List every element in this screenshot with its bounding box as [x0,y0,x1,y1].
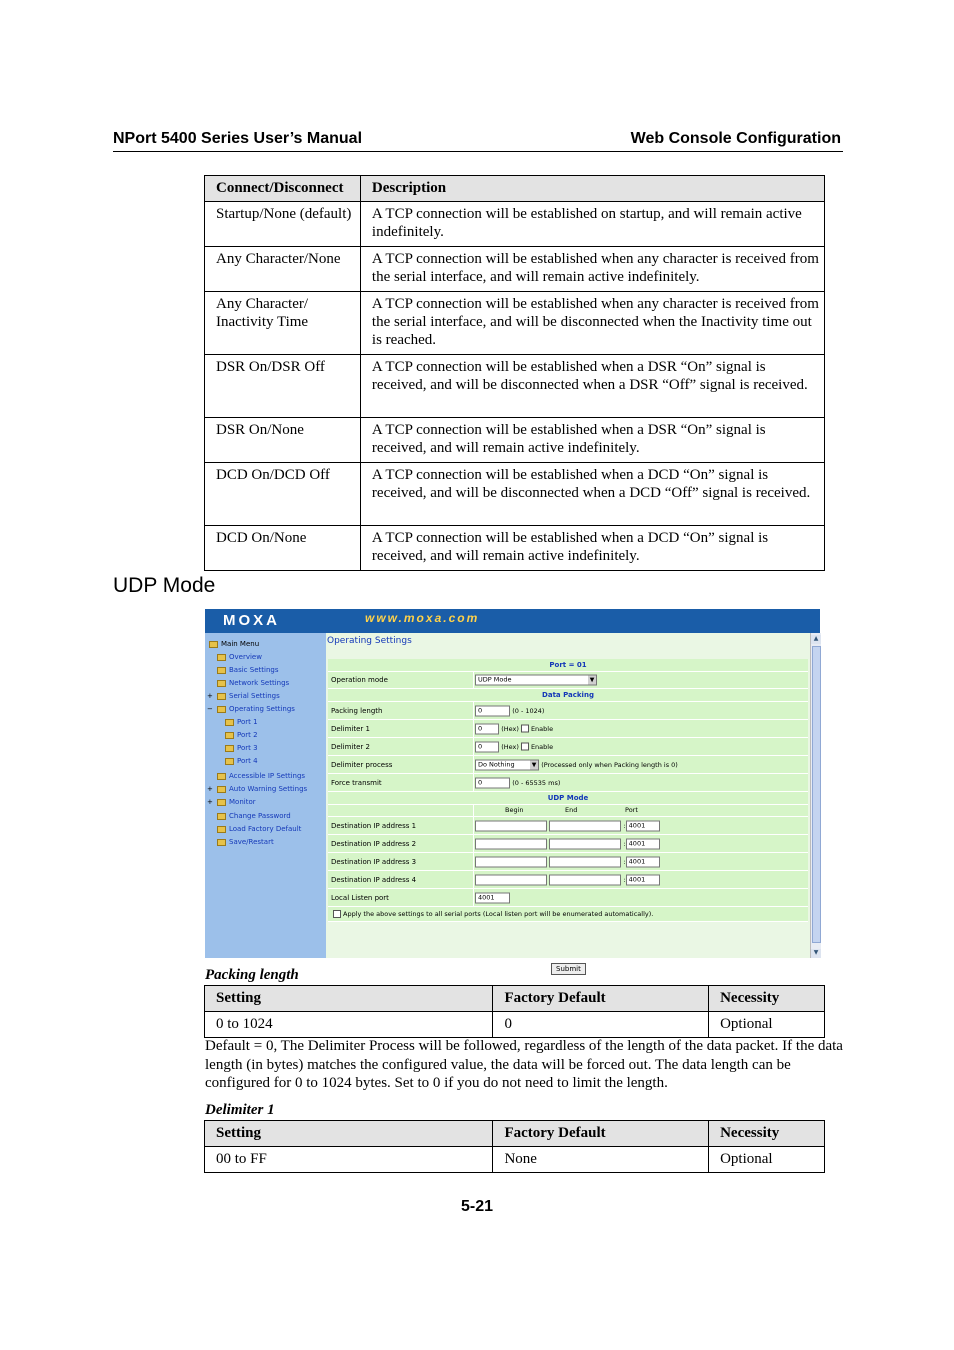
folder-icon [217,680,226,687]
field-label: Delimiter 2 [331,742,370,751]
table-header: Connect/Disconnect [205,176,361,202]
local-listen-row [328,889,808,907]
table-row [205,202,825,247]
apply-all-checkbox[interactable] [333,910,341,918]
operation-mode-select[interactable]: UDP Mode ▼ [475,675,597,686]
delimiter-process-select[interactable]: Do Nothing ▼ [475,759,539,770]
hint-text: (0 - 1024) [512,706,545,715]
hint-text: (Processed only when Packing length is 0) [541,760,678,769]
field-label: Destination IP address 4 [331,875,417,884]
checkbox-label: Enable [530,724,554,733]
table-cell: 0 [493,1012,709,1038]
folder-icon [225,745,234,752]
delimiter-1-row [328,720,808,738]
folder-icon [225,732,234,739]
field-label: Destination IP address 2 [331,839,417,848]
table-row [205,463,825,526]
hint-text: (0 - 65535 ms) [512,778,561,787]
submit-button[interactable]: Submit [551,963,586,975]
folder-icon [217,786,226,793]
sidebar-item-monitor[interactable]: Monitor [217,798,256,806]
chevron-down-icon: ▼ [589,676,595,684]
operation-mode-row [328,672,808,689]
table-header: Factory Default [493,986,709,1012]
table-header: Factory Default [493,1121,709,1147]
table-header: Setting [205,986,493,1012]
column-header-row [328,805,808,817]
field-label: Force transmit [331,778,382,787]
field-label: Operation mode [331,676,388,684]
delimiter-1-table [204,1120,825,1173]
table-header-row [205,176,825,202]
vertical-scrollbar[interactable] [810,633,821,958]
force-transmit-input[interactable]: 0 [475,777,510,788]
dest-ip-row: Destination IP address 4 : 4001 [328,871,808,889]
delimiter-2-row [328,738,808,756]
dest-port-input[interactable]: 4001 [626,820,660,831]
packing-length-description: Default = 0, The Delimiter Process will be followed, regardless of the length of the data packet. If the data length (in bytes) matches the configured value, the data will be forced out. The data length can be configured for 0 to 1024 bytes. Set to 0 if you do not need to limit the length. [205,1038,843,1091]
table-row [205,355,825,418]
table-row [205,526,825,571]
folder-icon [217,839,226,846]
packing-length-row [328,702,808,720]
table-row [205,292,825,355]
sidebar-item-overview[interactable]: Overview [217,653,262,661]
table-cell: A TCP connection will be established when a DSR “On” signal is received, and will be disconnected when a DSR “Off” signal is received. [360,355,824,418]
table-cell: A TCP connection will be established when a DCD “On” signal is received, and will remain active indefinitely. [360,526,824,571]
dest-ip-end-input[interactable] [549,820,621,831]
folder-icon [225,719,234,726]
table-cell: A TCP connection will be established when any character is received from the serial interface, and will be disconnected when the Inactivity time out is reached. [360,292,824,355]
hint-text: (Hex) [501,742,519,751]
table-cell: Optional [709,1147,825,1173]
sidebar-item-serial-settings[interactable]: Serial Settings [217,692,280,700]
table-cell: A TCP connection will be established on startup, and will remain active indefinitely. [360,202,824,247]
sidebar-item-basic-settings[interactable]: Basic Settings [217,666,278,674]
checkbox-label: Apply the above settings to all serial ports (Local listen port will be enumerated automatically). [343,910,654,918]
field-label: Delimiter 1 [331,724,370,733]
delimiter-2-input[interactable]: 0 [475,741,499,752]
table-cell: Startup/None (default) [205,202,361,247]
sidebar-item-main-menu[interactable]: Main Menu [209,640,259,648]
table-cell: DCD On/DCD Off [205,463,361,526]
udp-mode-label: UDP Mode [328,792,808,805]
table-cell: Any Character/ Inactivity Time [205,292,361,355]
banner-url: www.moxa.com [365,611,480,625]
folder-icon [225,758,234,765]
table-cell: 0 to 1024 [205,1012,493,1038]
table-cell: 00 to FF [205,1147,493,1173]
main-panel [326,633,810,973]
delimiter-1-caption: Delimiter 1 [205,1102,275,1118]
table-cell: DCD On/None [205,526,361,571]
dest-ip-end-input[interactable] [549,838,621,849]
folder-icon [217,773,226,780]
sidebar-item-port-1[interactable]: Port 1 [225,718,258,726]
sidebar-item-save-restart[interactable]: Save/Restart [217,838,274,846]
field-label: Local Listen port [331,893,389,902]
dest-ip-begin-input[interactable] [475,874,547,885]
port-label: Port = 01 [328,659,808,672]
sidebar-item-port-2[interactable]: Port 2 [225,731,258,739]
chapter-title: Web Console Configuration [630,130,841,147]
folder-icon [217,813,226,820]
collapse-icon[interactable]: − [207,705,213,713]
table-row [205,1147,825,1173]
folder-icon [217,654,226,661]
table-cell: A TCP connection will be established when a DSR “On” signal is received, and will remain active indefinitely. [360,418,824,463]
dest-ip-end-input[interactable] [549,856,621,867]
sidebar-item-load-factory-default[interactable]: Load Factory Default [217,825,301,833]
dest-ip-row: Destination IP address 3 : 4001 [328,853,808,871]
table-header: Setting [205,1121,493,1147]
table-cell: DSR On/DSR Off [205,355,361,418]
delimiter-1-input[interactable]: 0 [475,723,499,734]
dest-ip-begin-input[interactable] [475,820,547,831]
dest-port-input[interactable]: 4001 [626,856,660,867]
scrollbar-thumb[interactable] [812,646,821,943]
sidebar-item-port-4[interactable]: Port 4 [225,757,258,765]
dest-port-input[interactable]: 4001 [626,874,660,885]
field-label: Packing length [331,706,383,715]
col-port-label: Port [625,806,638,814]
delimiter-1-enable-checkbox[interactable] [521,725,529,733]
col-end-label: End [565,806,578,814]
checkbox-label: Enable [530,742,554,751]
table-cell: None [493,1147,709,1173]
folder-icon [209,641,218,648]
page-title: Operating Settings [327,636,412,646]
table-cell: Optional [709,1012,825,1038]
table-row [205,247,825,292]
manual-title: NPort 5400 Series User’s Manual [113,130,363,147]
sidebar-item-network-settings[interactable]: Network Settings [217,679,289,687]
field-label: Destination IP address 1 [331,821,417,830]
moxa-logo: MOXA [223,612,280,629]
sidebar-menu [205,633,326,958]
sidebar-item-auto-warning[interactable]: Auto Warning Settings [217,785,307,793]
apply-all-row [328,907,808,922]
expand-icon[interactable]: + [207,798,213,806]
folder-icon [217,706,226,713]
table-cell: A TCP connection will be established when a DCD “On” signal is received, and will be disconnected when a DCD “Off” signal is received. [360,463,824,526]
folder-icon [217,826,226,833]
dest-ip-begin-input[interactable] [475,838,547,849]
field-label: Destination IP address 3 [331,857,417,866]
field-label: Delimiter process [331,760,393,769]
banner [205,609,820,633]
table-cell: DSR On/None [205,418,361,463]
table-header: Description [360,176,824,202]
table-header-row [205,1121,825,1147]
folder-icon [217,693,226,700]
col-begin-label: Begin [505,806,524,814]
expand-icon[interactable]: + [207,692,213,700]
page-number: 5-21 [460,1198,494,1215]
sidebar-item-accessible-ip[interactable]: Accessible IP Settings [217,772,305,780]
sidebar-item-change-password[interactable]: Change Password [217,812,291,820]
packing-length-table [204,985,825,1038]
data-packing-label: Data Packing [328,689,808,702]
dest-ip-begin-input[interactable] [475,856,547,867]
local-listen-port-input[interactable]: 4001 [475,892,510,903]
table-row [205,1012,825,1038]
packing-length-caption: Packing length [205,967,299,983]
packing-length-input[interactable]: 0 [475,705,510,716]
force-transmit-row [328,774,808,792]
delimiter-2-enable-checkbox[interactable] [521,743,529,751]
folder-icon [217,799,226,806]
hint-text: (Hex) [501,724,519,733]
chevron-down-icon: ▼ [531,761,537,768]
table-row [205,418,825,463]
page-header [113,130,843,152]
connect-disconnect-table [204,175,825,571]
sidebar-item-port-3[interactable]: Port 3 [225,744,258,752]
dest-port-input[interactable]: 4001 [626,838,660,849]
web-console-screenshot [205,609,820,973]
dest-ip-end-input[interactable] [549,874,621,885]
scroll-up-icon[interactable]: ▲ [811,635,821,644]
folder-icon [217,667,226,674]
table-header: Necessity [709,986,825,1012]
dest-ip-row: Destination IP address 1 : 4001 [328,817,808,835]
table-header-row [205,986,825,1012]
section-title: UDP Mode [113,574,216,597]
delimiter-process-row [328,756,808,774]
dest-ip-row: Destination IP address 2 : 4001 [328,835,808,853]
table-cell: A TCP connection will be established when any character is received from the serial interface, and will remain active indefinitely. [360,247,824,292]
table-header: Necessity [709,1121,825,1147]
table-cell: Any Character/None [205,247,361,292]
sidebar-item-operating-settings[interactable]: Operating Settings [217,705,295,713]
scroll-down-icon[interactable]: ▼ [811,949,821,958]
expand-icon[interactable]: + [207,785,213,793]
